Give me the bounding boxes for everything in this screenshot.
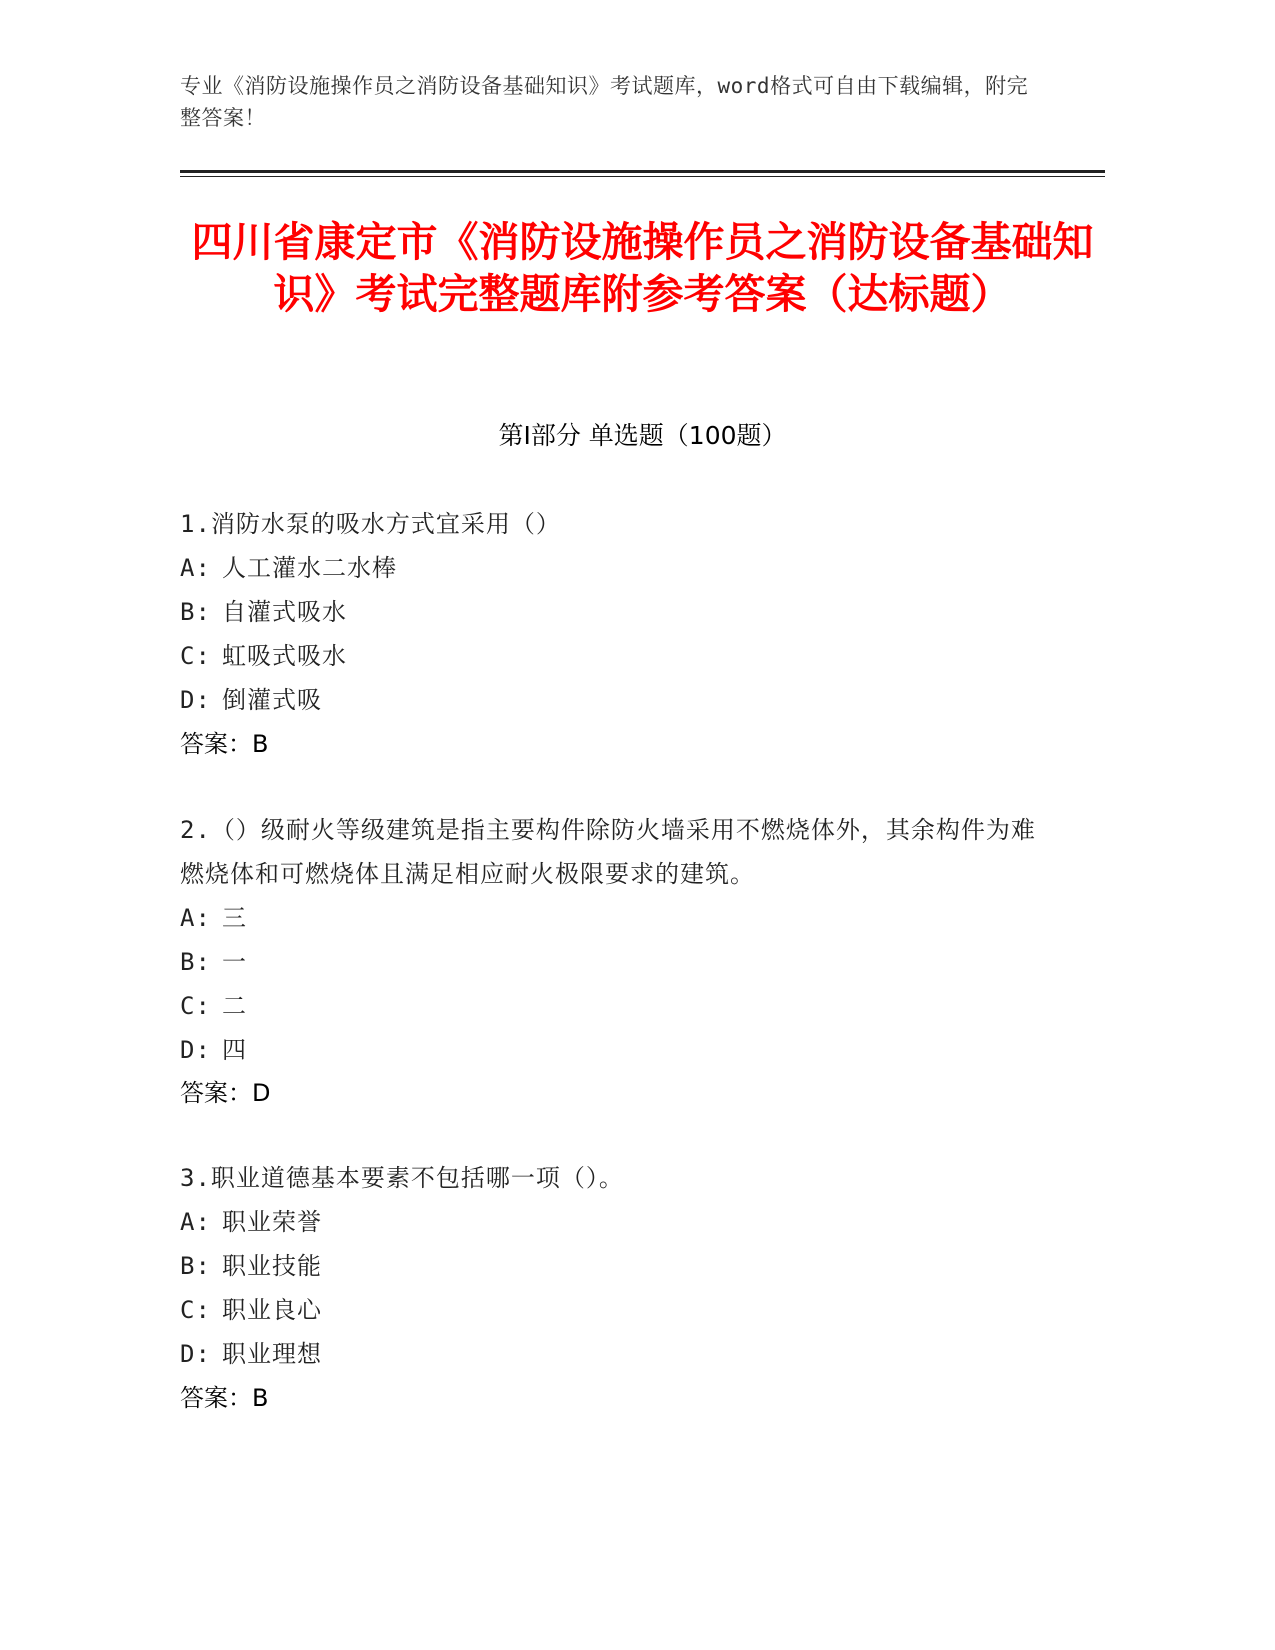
option-letter: C:: [180, 642, 211, 670]
option-text: 职业荣誉: [222, 1208, 322, 1236]
answer-line: 答案：D: [180, 1079, 271, 1107]
option-letter: C:: [180, 992, 211, 1020]
option-text: 一: [222, 948, 247, 976]
option-a: [180, 1200, 1040, 1244]
option-text: 职业技能: [222, 1252, 322, 1280]
question-text: 2.（）级耐火等级建筑是指主要构件除防火墙采用不燃烧体外，其余构件为难燃烧体和可燃烧体且满足相应耐火极限要求的建筑。: [180, 816, 1036, 888]
option-letter: B:: [180, 598, 211, 626]
option-d: [180, 1332, 1040, 1376]
option-text: 人工灌水二水棒: [222, 554, 397, 582]
option-letter: A:: [180, 904, 211, 932]
option-text: 虹吸式吸水: [222, 642, 347, 670]
answer-line: 答案：B: [180, 730, 269, 758]
option-b: [180, 1244, 1040, 1288]
answer-line: 答案：B: [180, 1384, 269, 1412]
option-text: 三: [222, 904, 247, 932]
header-note: 专业《消防设施操作员之消防设备基础知识》考试题库，word格式可自由下载编辑，附完整答案！: [180, 74, 1029, 130]
option-c: [180, 984, 1040, 1028]
option-text: 职业良心: [222, 1296, 322, 1324]
option-letter: A:: [180, 554, 211, 582]
option-letter: D:: [180, 686, 211, 714]
option-d: [180, 1028, 1040, 1072]
option-letter: B:: [180, 1252, 211, 1280]
option-letter: D:: [180, 1036, 211, 1064]
option-letter: B:: [180, 948, 211, 976]
option-text: 职业理想: [222, 1340, 322, 1368]
option-d: [180, 678, 1040, 722]
option-b: [180, 590, 1040, 634]
option-text: 四: [222, 1036, 247, 1064]
header-divider-thin: [180, 176, 1105, 177]
option-letter: C:: [180, 1296, 211, 1324]
option-letter: A:: [180, 1208, 211, 1236]
section-title: 第Ⅰ部分 单选题（100题）: [498, 421, 787, 450]
option-c: [180, 634, 1040, 678]
option-b: [180, 940, 1040, 984]
question-text: 3.职业道德基本要素不包括哪一项（）。: [180, 1164, 624, 1192]
option-text: 自灌式吸水: [222, 598, 347, 626]
option-a: [180, 546, 1040, 590]
option-c: [180, 1288, 1040, 1332]
option-text: 二: [222, 992, 247, 1020]
option-a: [180, 896, 1040, 940]
option-letter: D:: [180, 1340, 211, 1368]
header-divider-thick: [180, 170, 1105, 173]
option-text: 倒灌式吸: [222, 686, 322, 714]
document-title: 四川省康定市《消防设施操作员之消防设备基础知识》考试完整题库附参考答案（达标题）: [191, 218, 1094, 318]
question-text: 1.消防水泵的吸水方式宜采用（）: [180, 510, 561, 538]
